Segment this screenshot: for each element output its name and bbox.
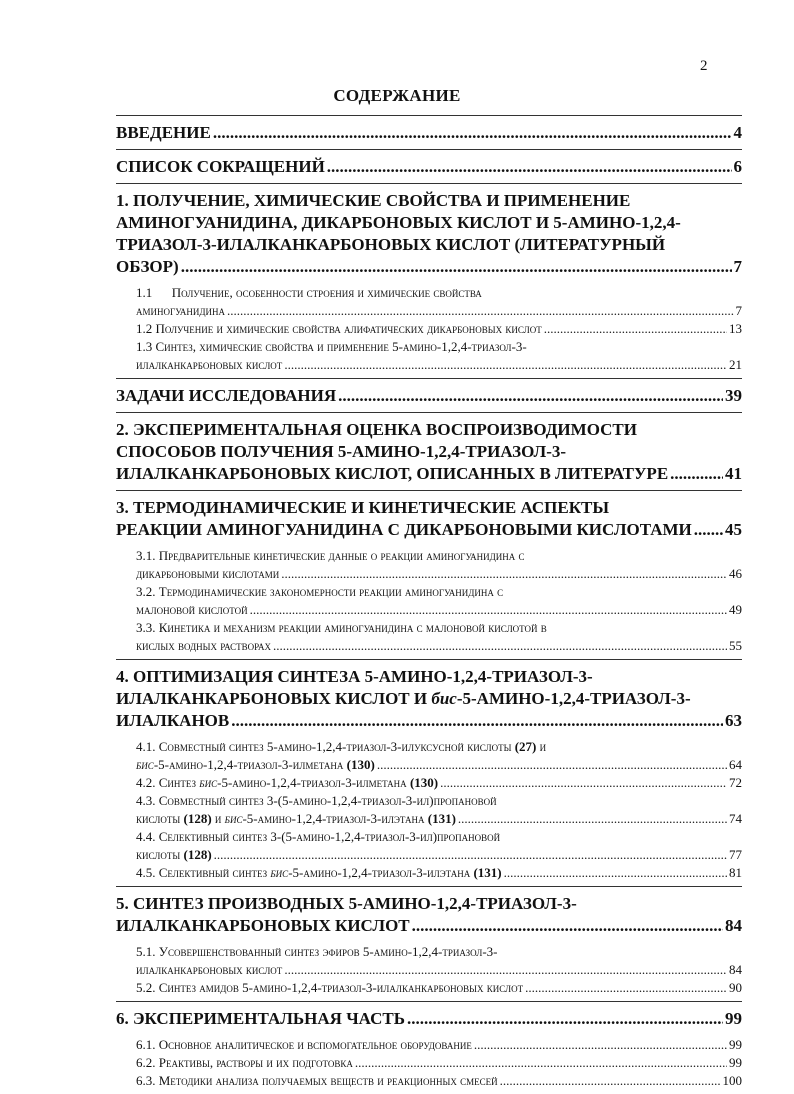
toc-subentry-6-1[interactable]: [116, 1036, 742, 1054]
toc-subentry-3-1[interactable]: [116, 547, 742, 583]
toc-entry-label-italic: бис: [224, 811, 243, 826]
toc-entry-label: 4.3. Совместный синтез 3-(5-амино-1,2,4-триазол-3-ил)пропановой: [136, 793, 497, 808]
page-number: 2: [700, 58, 708, 74]
toc-page-number: 99: [729, 1055, 742, 1070]
toc-entry-abbreviations[interactable]: [116, 154, 742, 180]
toc-entry-label: СПИСОК СОКРАЩЕНИЙ: [116, 157, 325, 176]
toc-entry-label: -5-амино-1,2,4-триазол-3-илэтана: [242, 811, 428, 826]
toc-entry-label: 5.1. Усовершенствованный синтез эфиров 5-амино-1,2,4-триазол-3-: [136, 944, 498, 959]
toc-entry-label: 3.3. Кинетика и механизм реакции аминогуанидина с малоновой кислотой в: [136, 620, 547, 635]
toc-entry-label: 4.5. Селективный синтез: [136, 865, 271, 880]
toc-page-number: 21: [729, 357, 742, 372]
toc-entry-label: Получение, особенности строения и химические свойства: [171, 285, 482, 300]
toc-page-number: 77: [729, 847, 742, 862]
toc-page-number: 63: [725, 711, 742, 730]
toc-subentry-3-3[interactable]: [116, 619, 742, 655]
toc-subentry-6-3[interactable]: [116, 1072, 742, 1090]
toc-page-number: 72: [729, 775, 742, 790]
compound-number: (131): [427, 811, 456, 826]
toc-page-number: 7: [733, 257, 742, 276]
toc-entry-label: СПОСОБОВ ПОЛУЧЕНИЯ 5-АМИНО-1,2,4-ТРИАЗОЛ-3-: [116, 442, 567, 461]
divider: [116, 886, 742, 887]
toc-entry-chapter-2[interactable]: [116, 417, 742, 487]
toc-entry-chapter-6[interactable]: [116, 1006, 742, 1032]
toc-page-number: 99: [725, 1009, 742, 1028]
toc-entry-label: 5. СИНТЕЗ ПРОИЗВОДНЫХ 5-АМИНО-1,2,4-ТРИАЗОЛ-3-: [116, 894, 577, 913]
toc-entry-label: ИЛАЛКАНКАРБОНОВЫХ КИСЛОТ И: [116, 689, 432, 708]
toc-page-number: 41: [725, 464, 742, 483]
toc-page-number: 39: [725, 386, 742, 405]
compound-number: (130): [346, 757, 375, 772]
toc-subentry-1-1[interactable]: [116, 284, 742, 320]
compound-number: (27): [514, 739, 537, 754]
toc-entry-label: кислоты: [136, 847, 184, 862]
toc-entry-label: ВВЕДЕНИЕ: [116, 123, 211, 142]
toc-entry-label: 1.3 Синтез, химические свойства и применение 5-амино-1,2,4-триазол-3-: [136, 339, 527, 354]
toc-entry-label-italic: бис: [431, 689, 457, 708]
toc-entry-label: 5.2. Синтез амидов 5-амино-1,2,4-триазол-3-илалканкарбоновых кислот: [136, 980, 524, 995]
toc-page-number: 64: [729, 757, 742, 772]
toc-page-number: 49: [729, 602, 742, 617]
divider: [116, 659, 742, 660]
divider: [116, 1001, 742, 1002]
toc-entry-chapter-1[interactable]: [116, 188, 742, 280]
toc-entry-label: 4.1. Совместный синтез 5-амино-1,2,4-триазол-3-илуксусной кислоты: [136, 739, 515, 754]
toc-entry-label: и: [536, 739, 547, 754]
toc-entry-label-italic: бис: [270, 865, 289, 880]
toc-entry-label: 3. ТЕРМОДИНАМИЧЕСКИЕ И КИНЕТИЧЕСКИЕ АСПЕКТЫ: [116, 498, 610, 517]
divider: [116, 149, 742, 150]
toc-entry-label: малоновой кислотой: [136, 602, 248, 617]
compound-number: (128): [183, 847, 212, 862]
toc-page-number: 90: [729, 980, 742, 995]
toc-page-number: 45: [725, 520, 742, 539]
page-title: СОДЕРЖАНИЕ: [333, 86, 461, 105]
toc-subentry-4-5[interactable]: [116, 864, 742, 882]
toc-entry-label: ИЛАЛКАНКАРБОНОВЫХ КИСЛОТ: [116, 916, 410, 935]
toc-entry-chapter-5[interactable]: [116, 891, 742, 939]
toc-page-number: 4: [733, 123, 742, 142]
toc-entry-chapter-4[interactable]: [116, 664, 742, 734]
toc-entry-label: 4. ОПТИМИЗАЦИЯ СИНТЕЗА 5-АМИНО-1,2,4-ТРИАЗОЛ-3-: [116, 667, 593, 686]
toc-entry-label: ИЛАЛКАНКАРБОНОВЫХ КИСЛОТ, ОПИСАННЫХ В ЛИТЕРАТУРЕ: [116, 464, 669, 483]
toc-entry-label: 4.2. Синтез: [136, 775, 200, 790]
divider: [116, 378, 742, 379]
toc-entry-label: 3.2. Термодинамические закономерности реакции аминогуанидина с: [136, 584, 504, 599]
toc-page-number: 55: [729, 638, 742, 653]
toc-subentry-1-2[interactable]: [116, 320, 742, 338]
toc-entry-label: дикарбоновыми кислотами: [136, 566, 280, 581]
toc-entry-label: 6. ЭКСПЕРИМЕНТАЛЬНАЯ ЧАСТЬ: [116, 1009, 405, 1028]
toc-entry-label: 1.2 Получение и химические свойства алифатических дикарбоновых кислот: [136, 321, 542, 336]
toc-subentry-5-1[interactable]: [116, 943, 742, 979]
toc-entry-label: -5-амино-1,2,4-триазол-3-илметана: [217, 775, 410, 790]
divider: [116, 183, 742, 184]
toc-entry-label: 1. ПОЛУЧЕНИЕ, ХИМИЧЕСКИЕ СВОЙСТВА И ПРИМЕНЕНИЕ: [116, 191, 631, 210]
table-of-contents: [116, 112, 742, 1090]
toc-entry-tasks[interactable]: [116, 383, 742, 409]
toc-page-number: 46: [729, 566, 742, 581]
toc-entry-label: 4.4. Селективный синтез 3-(5-амино-1,2,4-триазол-3-ил)пропановой: [136, 829, 501, 844]
toc-page-number: 100: [722, 1073, 742, 1088]
toc-subentry-5-2[interactable]: [116, 979, 742, 997]
divider: [116, 490, 742, 491]
compound-number: (128): [183, 811, 212, 826]
toc-page-number: 13: [729, 321, 742, 336]
toc-page-number: 74: [729, 811, 742, 826]
toc-entry-label-italic: бис: [136, 757, 154, 772]
toc-entry-label: илалканкарбоновых кислот: [136, 962, 283, 977]
toc-entry-chapter-3[interactable]: [116, 495, 742, 543]
toc-entry-label: и: [211, 811, 225, 826]
toc-entry-number: 1.1: [136, 285, 153, 300]
toc-entry-label: АМИНОГУАНИДИНА, ДИКАРБОНОВЫХ КИСЛОТ И 5-АМИНО-1,2,4-: [116, 213, 681, 232]
toc-entry-label: ТРИАЗОЛ-3-ИЛАЛКАНКАРБОНОВЫХ КИСЛОТ (ЛИТЕРАТУРНЫЙ: [116, 235, 666, 254]
toc-entry-label: ОБЗОР): [116, 257, 179, 276]
toc-entry-label: 3.1. Предварительные кинетические данные о реакции аминогуанидина с: [136, 548, 525, 563]
toc-entry-label: илалканкарбоновых кислот: [136, 357, 283, 372]
toc-entry-label: РЕАКЦИИ АМИНОГУАНИДИНА С ДИКАРБОНОВЫМИ КИСЛОТАМИ: [116, 520, 692, 539]
toc-subentry-1-3[interactable]: [116, 338, 742, 374]
toc-entry-label: ЗАДАЧИ ИССЛЕДОВАНИЯ: [116, 386, 337, 405]
toc-page-number: 6: [733, 157, 742, 176]
toc-entry-introduction[interactable]: [116, 120, 742, 146]
divider: [116, 412, 742, 413]
toc-page-number: 99: [729, 1037, 742, 1052]
toc-subentry-4-4[interactable]: [116, 828, 742, 864]
toc-subentry-6-2[interactable]: [116, 1054, 742, 1072]
toc-page-number: 84: [725, 916, 742, 935]
toc-subentry-4-1[interactable]: [116, 738, 742, 774]
toc-page-number: 81: [729, 865, 742, 880]
toc-entry-label: кислых водных растворах: [136, 638, 272, 653]
toc-entry-label: кислоты: [136, 811, 184, 826]
toc-entry-label: -5-амино-1,2,4-триазол-3-илметана: [153, 757, 347, 772]
toc-entry-label: -5-амино-1,2,4-триазол-3-илэтана: [288, 865, 474, 880]
toc-subentry-4-2[interactable]: [116, 774, 742, 792]
toc-entry-label: ИЛАЛКАНОВ: [116, 711, 230, 730]
toc-entry-label: 6.3. Методики анализа получаемых веществ и реакционных смесей: [136, 1073, 498, 1088]
toc-entry-label: 6.2. Реактивы, растворы и их подготовка: [136, 1055, 353, 1070]
toc-subentry-4-3[interactable]: [116, 792, 742, 828]
toc-entry-label-italic: бис: [199, 775, 218, 790]
compound-number: (131): [473, 865, 502, 880]
divider: [116, 115, 742, 116]
toc-page-number: 7: [735, 303, 742, 318]
toc-entry-label: 6.1. Основное аналитическое и вспомогательное оборудование: [136, 1037, 472, 1052]
toc-page-number: 84: [729, 962, 742, 977]
toc-subentry-3-2[interactable]: [116, 583, 742, 619]
toc-entry-label: -5-АМИНО-1,2,4-ТРИАЗОЛ-3-: [456, 689, 691, 708]
toc-entry-label: аминогуанидина: [136, 303, 225, 318]
compound-number: (130): [409, 775, 439, 790]
toc-entry-label: 2. ЭКСПЕРИМЕНТАЛЬНАЯ ОЦЕНКА ВОСПРОИЗВОДИМОСТИ: [116, 420, 637, 439]
